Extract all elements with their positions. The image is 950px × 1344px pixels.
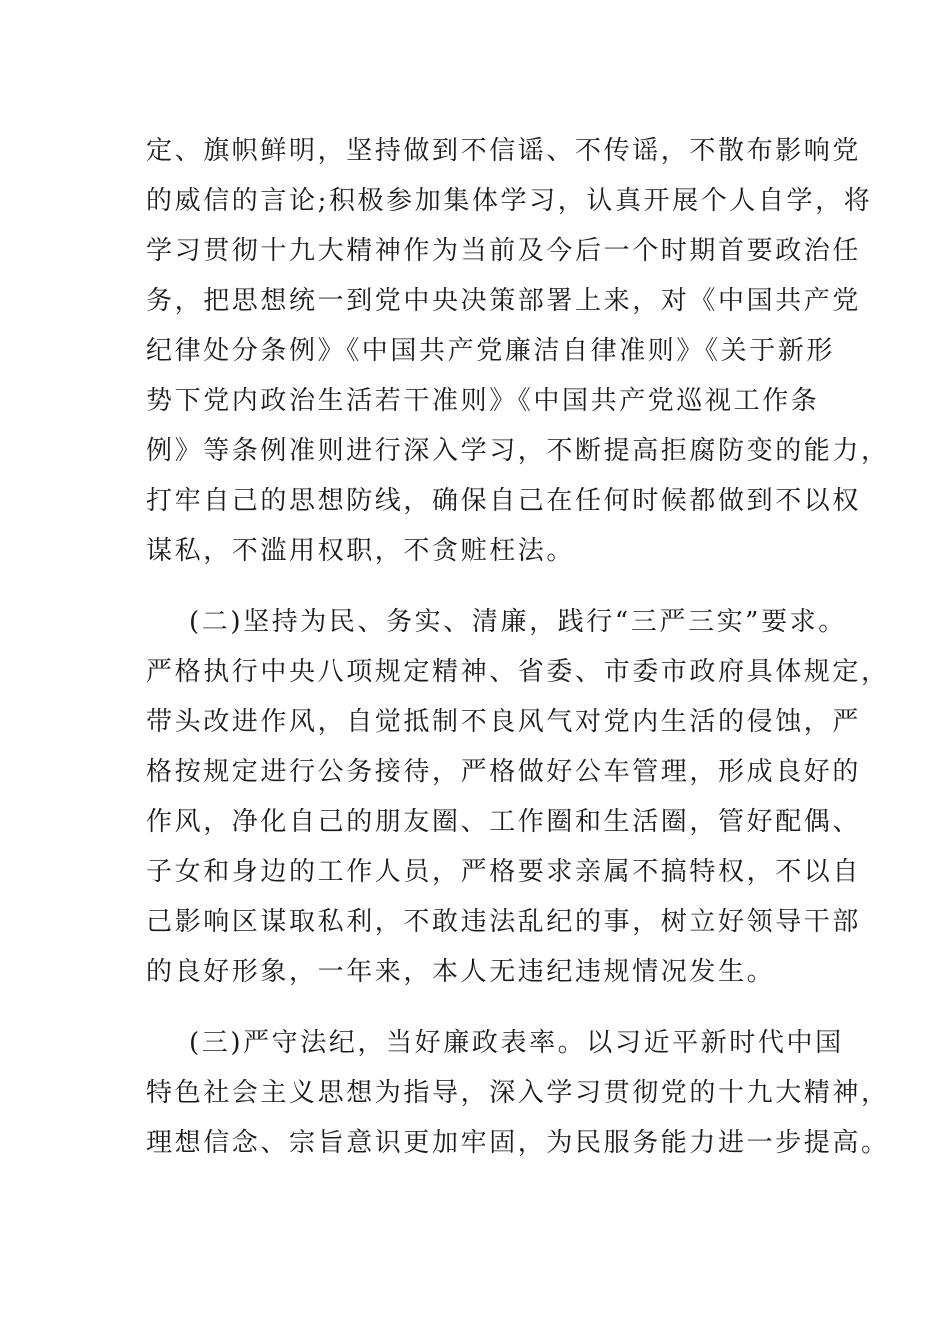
text-line: 格按规定进行公务接待，严格做好公车管理，形成良好的 <box>146 757 862 787</box>
text-line: 己影响区谋取私利，不敢违法乱纪的事，树立好领导干部 <box>146 907 862 937</box>
text-line: 理想信念、宗旨意识更加牢固，为民服务能力进一步提高。 <box>146 1128 890 1158</box>
section-heading-line: (二)坚持为民、务实、清廉，践行“三严三实”要求。 <box>189 607 847 637</box>
text-line: 作风，净化自己的朋友圈、工作圈和生活圈，管好配偶、 <box>146 807 862 837</box>
text-line: 严格执行中央八项规定精神、省委、市委市政府具体规定， <box>146 657 890 687</box>
text-line: 谋私，不滥用权职，不贪赃枉法。 <box>146 536 576 566</box>
text-line: 打牢自己的思想防线，确保自己在任何时候都做到不以权 <box>146 486 862 516</box>
section-heading-line: (三)严守法纪，当好廉政表率。以习近平新时代中国 <box>189 1028 844 1058</box>
text-line: 定、旗帜鲜明，坚持做到不信谣、不传谣，不散布影响党 <box>146 136 862 166</box>
text-line: 特色社会主义思想为指导，深入学习贯彻党的十九大精神， <box>146 1078 890 1108</box>
text-line: 务，把思想统一到党中央决策部署上来，对《中国共产党 <box>146 286 862 316</box>
text-line: 势下党内政治生活若干准则》《中国共产党巡视工作条 <box>146 386 820 416</box>
text-line: 学习贯彻十九大精神作为当前及今后一个时期首要政治任 <box>146 236 862 266</box>
text-line: 子女和身边的工作人员，严格要求亲属不搞特权，不以自 <box>146 857 862 887</box>
text-line: 的威信的言论;积极参加集体学习，认真开展个人自学，将 <box>146 186 873 216</box>
text-line: 纪律处分条例》《中国共产党廉洁自律准则》《关于新形 <box>146 336 836 366</box>
text-line: 带头改进作风，自觉抵制不良风气对党内生活的侵蚀，严 <box>146 707 862 737</box>
text-line: 的良好形象，一年来，本人无违纪违规情况发生。 <box>146 957 776 987</box>
text-line: 例》等条例准则进行深入学习，不断提高拒腐防变的能力， <box>146 436 890 466</box>
